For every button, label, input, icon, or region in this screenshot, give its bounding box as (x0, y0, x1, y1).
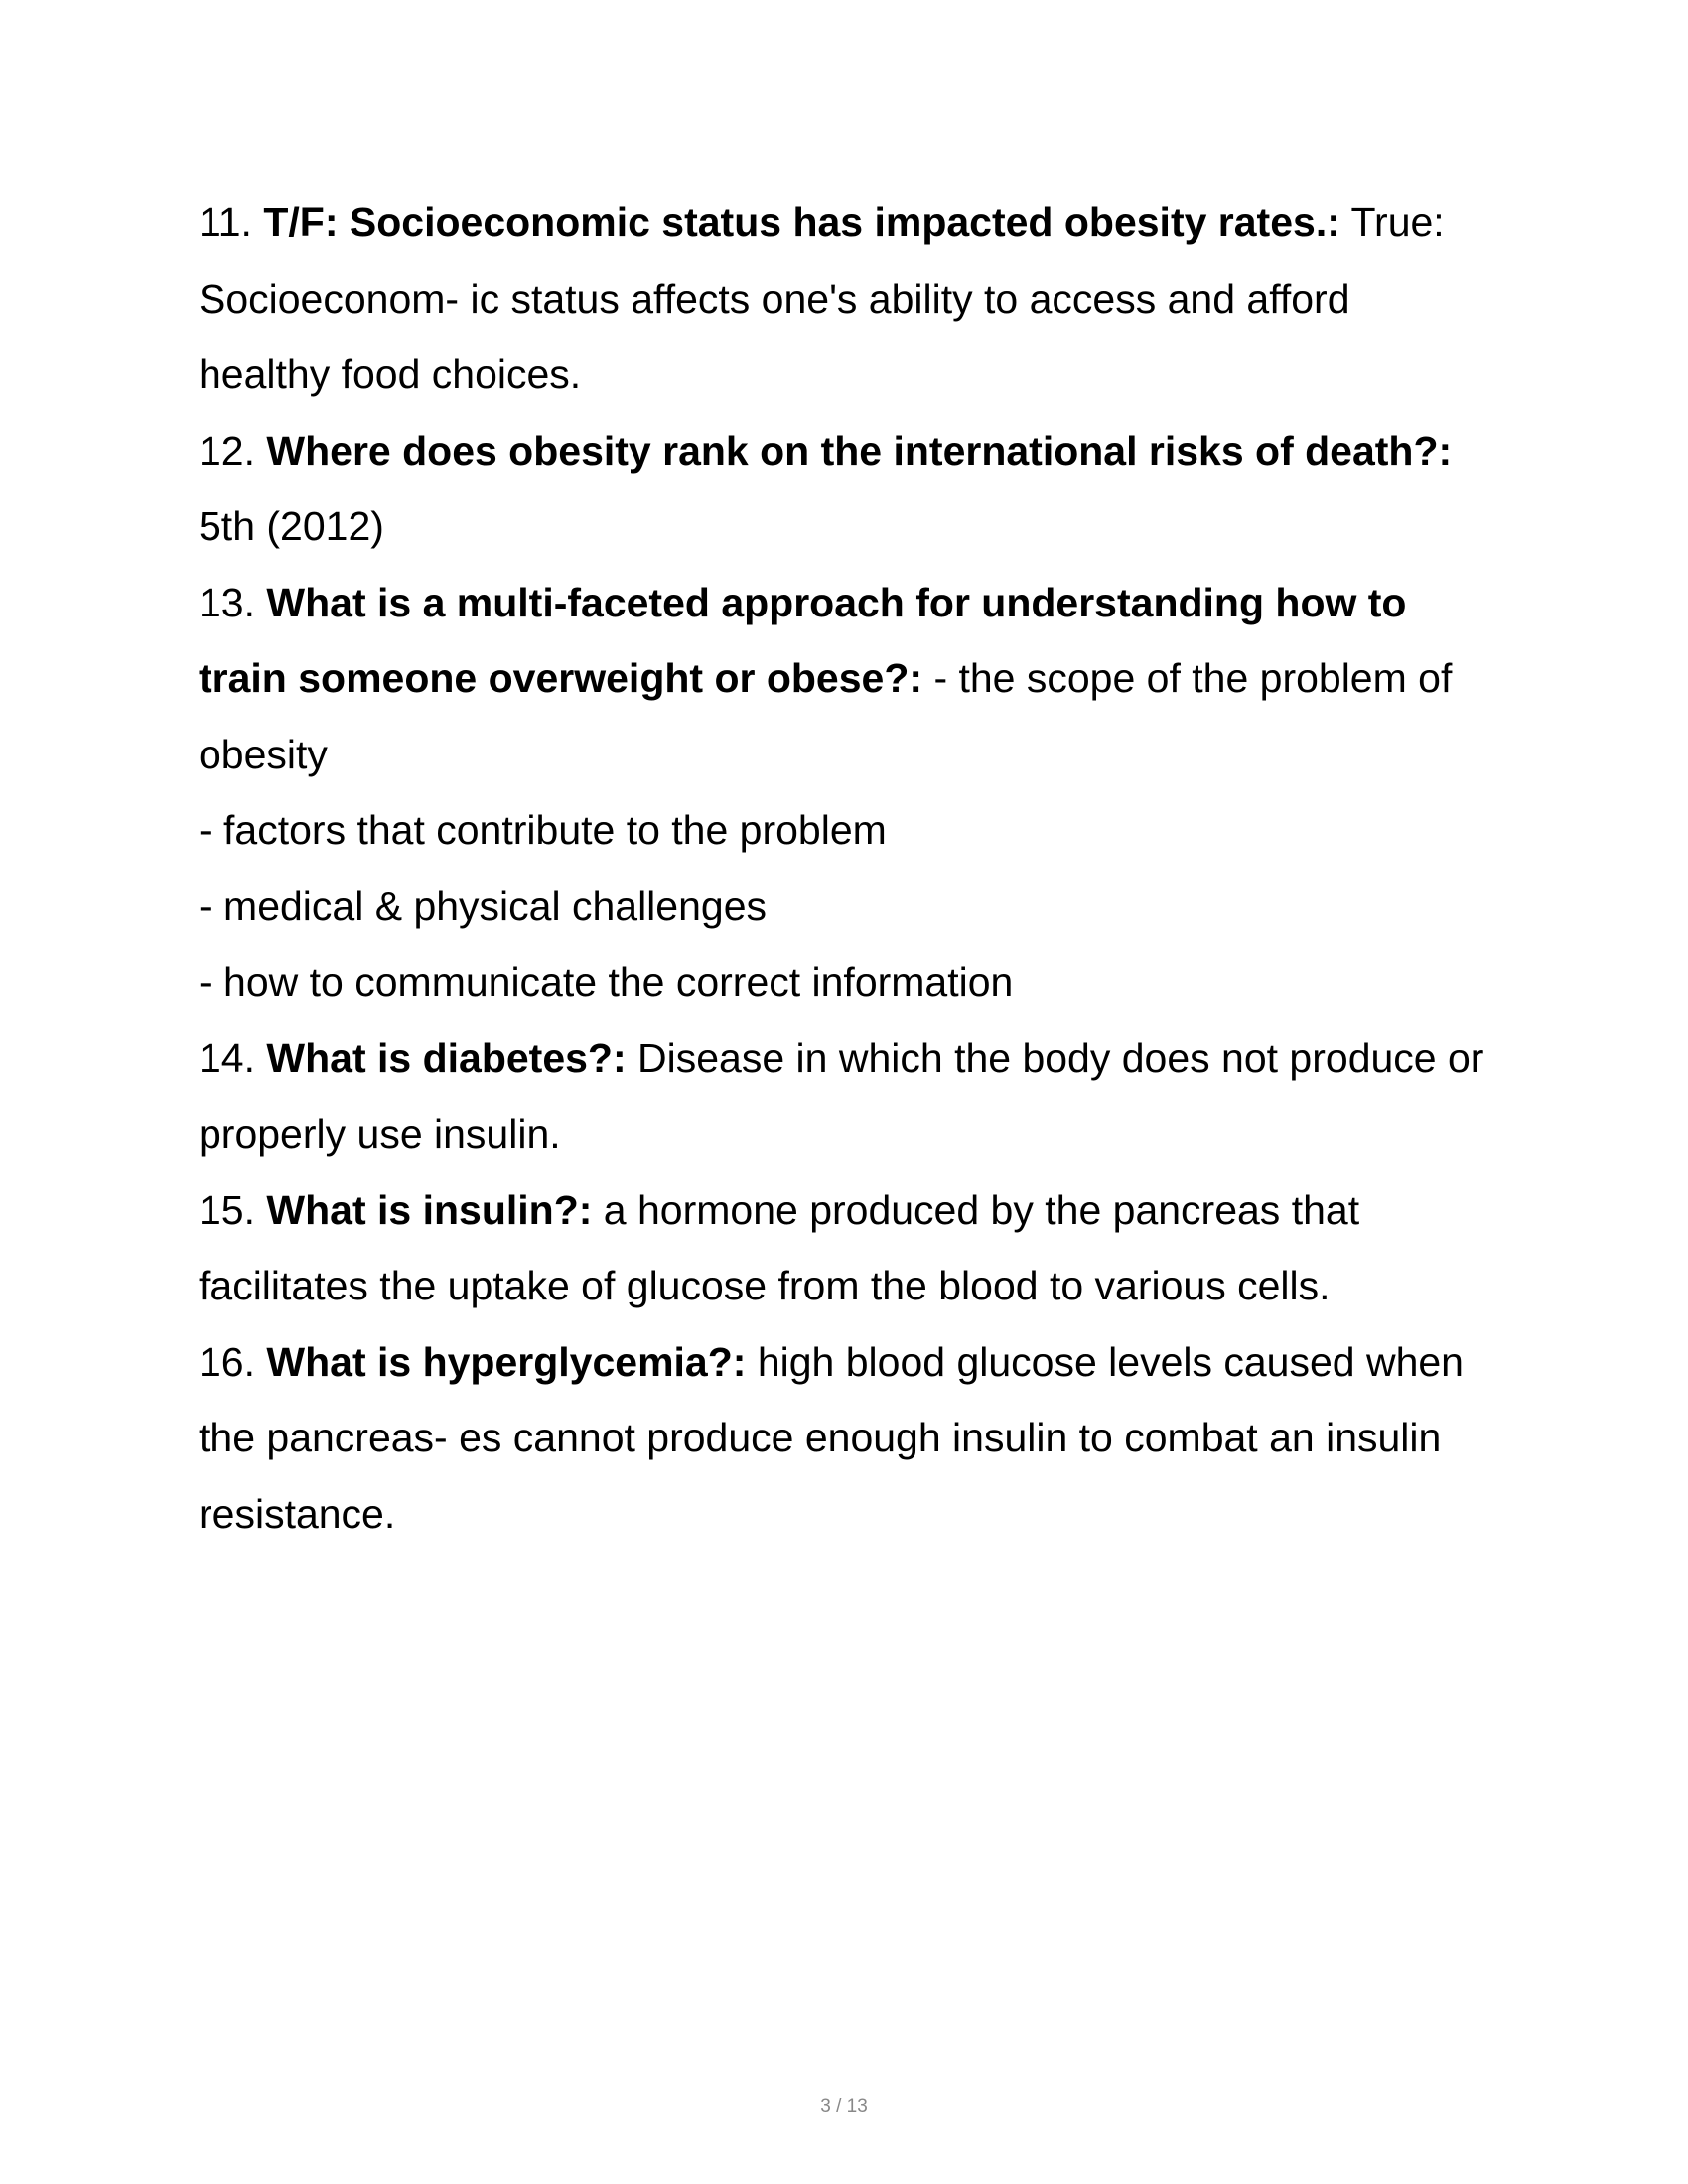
question-text: What is hyperglycemia?: (266, 1338, 747, 1385)
item-number: 15. (199, 1186, 255, 1233)
qa-item-12 (199, 413, 1489, 565)
qa-item-14 (199, 1021, 1489, 1172)
item-number: 13. (199, 579, 255, 625)
qa-item-11 (199, 185, 1489, 413)
answer-text: 5th (2012) (199, 503, 384, 549)
answer-text: True: Socioeconom- ic status affects one's ability to access and afford healthy food choices. (199, 200, 1445, 397)
answer-bullet: - medical & physical challenges (199, 883, 767, 929)
answer-bullet: - how to communicate the correct information (199, 959, 1014, 1005)
answer-text: high blood glucose levels caused when the pancreas- es cannot produce enough insulin to combat an insulin resistance. (199, 1338, 1464, 1537)
answer-text: Disease in which the body does not produce or properly use insulin. (199, 1034, 1484, 1157)
qa-item-15 (199, 1172, 1489, 1324)
qa-item-13 (199, 565, 1489, 793)
qa-item-16 (199, 1324, 1489, 1553)
answer-bullet: - factors that contribute to the problem (199, 807, 887, 853)
question-text: What is diabetes?: (266, 1034, 627, 1081)
answer-text: - the scope of the problem of obesity (199, 655, 1453, 777)
question-text: Where does obesity rank on the international risks of death?: (266, 427, 1453, 474)
item-number: 12. (199, 427, 255, 474)
document-body (199, 185, 1489, 1552)
question-text: What is a multi-faceted approach for understanding how to train someone overweight or obese?: (199, 579, 1407, 701)
question-text: What is insulin?: (266, 1186, 593, 1233)
question-text: T/F: Socioeconomic status has impacted obesity rates.: (263, 200, 1340, 245)
item-number: 11. (199, 200, 252, 245)
item-number: 14. (199, 1034, 255, 1081)
page-number-indicator: 3 / 13 (820, 2096, 868, 2116)
answer-text: a hormone produced by the pancreas that facilitates the uptake of glucose from the blood to various cells. (199, 1186, 1360, 1308)
item-number: 16. (199, 1338, 255, 1385)
